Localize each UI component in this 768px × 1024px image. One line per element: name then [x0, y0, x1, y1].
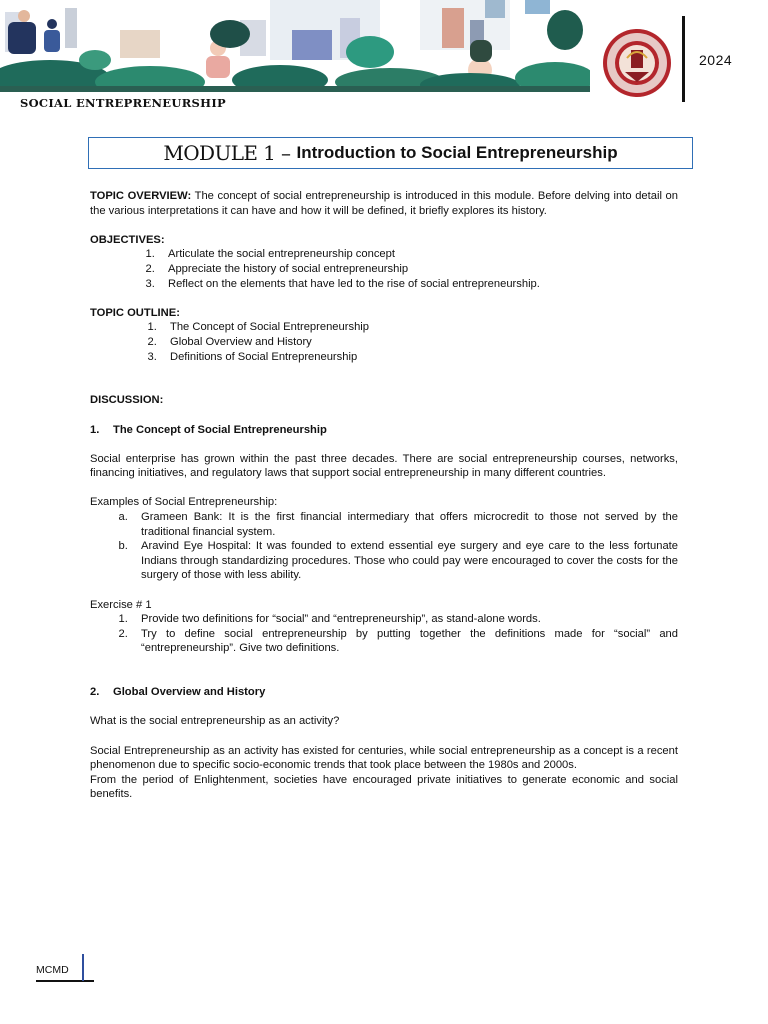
module-title: Introduction to Social Entrepreneurship	[296, 142, 618, 162]
list-item: 2. Global Overview and History	[160, 335, 678, 350]
list-item: 1. The Concept of Social Entrepreneurship	[160, 320, 678, 335]
section-title: The Concept of Social Entrepreneurship	[113, 423, 327, 436]
section-number: 2.	[90, 686, 100, 699]
topic-overview	[90, 189, 678, 218]
header-divider	[682, 16, 685, 102]
paragraph: From the period of Enlightenment, societies have encouraged private initiatives to generate economic and social benefits.	[90, 773, 678, 801]
discussion-label: DISCUSSION:	[90, 394, 164, 407]
list-item: b. Aravind Eye Hospital: It was founded to extend essential eye surgery and eye care to the less fortunate Indians through standardizing procedures. Those who could pay were encouraged to cover the costs for the surgery of those with less ability.	[131, 539, 678, 583]
page-footer	[36, 962, 96, 982]
exercise-label: Exercise # 1	[90, 598, 152, 611]
paragraph: Social Entrepreneurship as an activity has existed for centuries, while social entrepreneurship as a concept is a recent phenomenon due to specific socio-economic trends that took place between the 1980s and 2000s.	[90, 744, 678, 772]
examples-label: Examples of Social Entrepreneurship:	[90, 496, 278, 509]
list-item: 3. Definitions of Social Entrepreneurship	[160, 350, 678, 365]
paragraph: Social enterprise has grown within the past three decades. There are social entrepreneurship courses, networks, financing initiatives, and regulatory laws that support social entrepreneurship in many different countries.	[90, 452, 678, 480]
section-heading	[90, 685, 678, 700]
section-heading	[90, 423, 678, 438]
section-title: Global Overview and History	[113, 686, 266, 699]
module-number: MODULE 1 –	[163, 140, 291, 165]
topic-overview-label: TOPIC OVERVIEW:	[90, 190, 192, 202]
course-title: SOCIAL ENTREPRENEURSHIP	[20, 96, 226, 110]
university-seal-logo	[597, 28, 677, 98]
footer-underline	[36, 980, 94, 982]
list-item: a. Grameen Bank: It is the first financial intermediary that offers microcredit to those not served by the traditional financial system.	[131, 510, 678, 539]
topic-outline-label: TOPIC OUTLINE:	[90, 306, 180, 319]
author-initials: MCMD	[36, 964, 69, 976]
list-item: 1. Provide two definitions for “social” and “entrepreneurship”, as stand-alone words.	[131, 612, 678, 627]
topic-outline-list	[90, 320, 678, 364]
exercise-list	[90, 612, 678, 656]
examples-list	[90, 510, 678, 583]
list-item: 1. Articulate the social entrepreneurship concept	[158, 247, 678, 262]
document-body	[90, 189, 678, 802]
header-banner-illustration	[0, 0, 590, 92]
module-title-box	[88, 137, 693, 169]
list-item: 2. Try to define social entrepreneurship by putting together the definitions made for “social” and “entrepreneurship”. Give two definitions.	[131, 627, 678, 656]
list-item: 3. Reflect on the elements that have led to the rise of social entrepreneurship.	[158, 277, 678, 292]
question-text: What is the social entrepreneurship as an activity?	[90, 715, 340, 728]
objectives-list	[90, 247, 678, 291]
section-number: 1.	[90, 423, 100, 436]
footer-divider	[82, 954, 84, 981]
topic-overview-text: The concept of social entrepreneurship is introduced in this module. Before delving into detail on the various interpretations it can have and how it will be defined, it briefly explores its history.	[90, 190, 678, 217]
list-item: 2. Appreciate the history of social entrepreneurship	[158, 262, 678, 277]
year-label: 2024	[699, 52, 733, 68]
objectives-label: OBJECTIVES:	[90, 233, 165, 246]
